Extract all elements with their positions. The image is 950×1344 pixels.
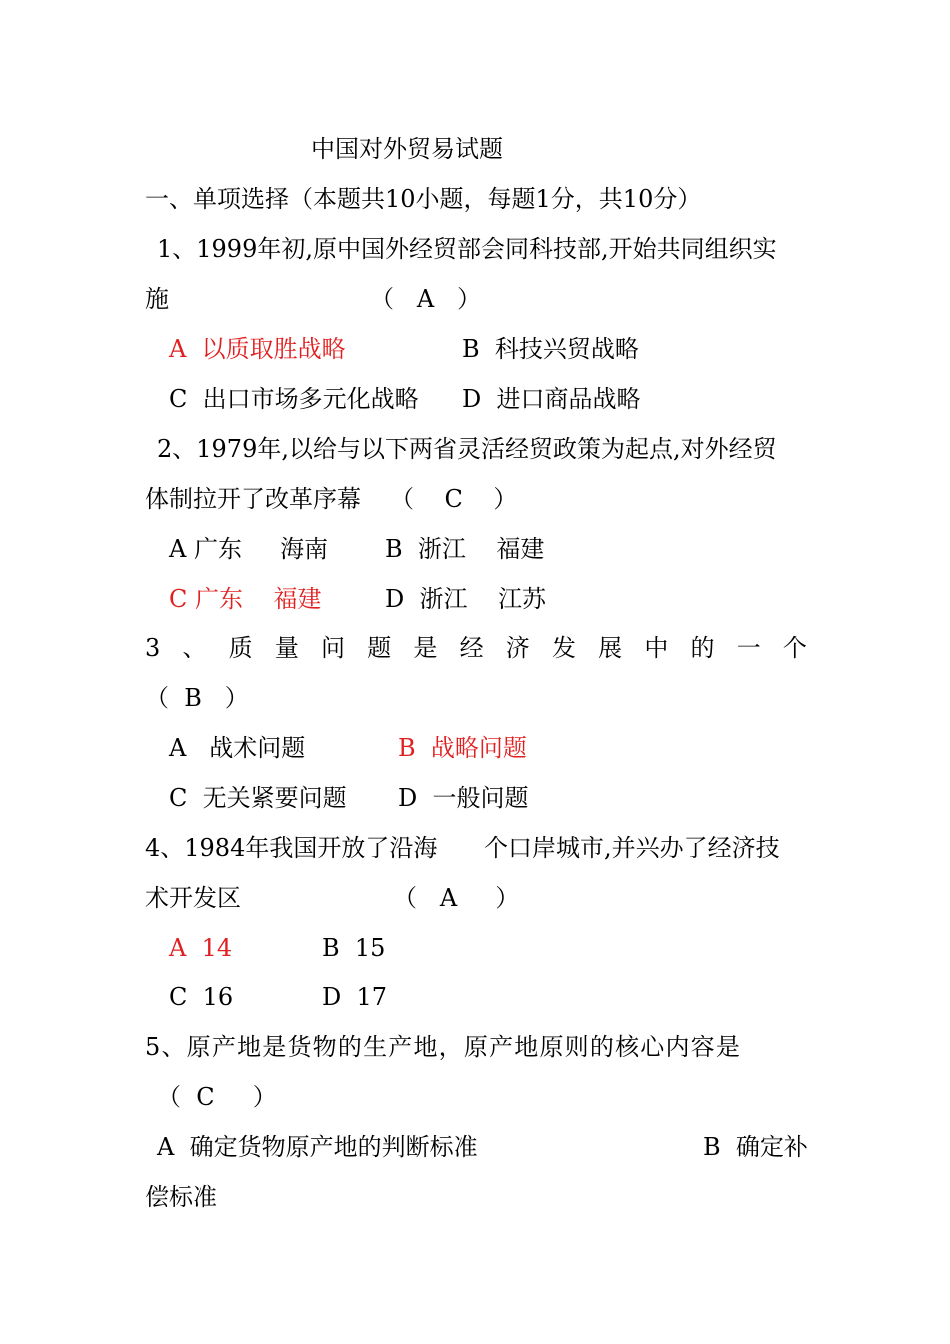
question-4-line-2: 术开发区 bbox=[145, 884, 241, 912]
question-1-option-b: B 科技兴贸战略 bbox=[462, 335, 639, 363]
question-3-answer: （ B ） bbox=[145, 684, 249, 712]
question-5-option-b: B 确定补 bbox=[703, 1133, 808, 1161]
question-5-answer: （ C ） bbox=[157, 1083, 277, 1111]
question-1-line-2: 施 bbox=[145, 285, 169, 313]
question-5-option-a: A 确定货物原产地的判断标准 bbox=[157, 1133, 478, 1161]
question-4-line-1a: 4、1984年我国开放了沿海 bbox=[145, 834, 438, 862]
question-3-char: 中 bbox=[644, 634, 669, 662]
section-heading: 一、单项选择（本题共10小题，每题1分，共10分） bbox=[145, 185, 702, 213]
question-3-char: 质 bbox=[228, 634, 253, 662]
question-5-line-1: 5、原产地是货物的生产地，原产地原则的核心内容是 bbox=[145, 1033, 742, 1061]
question-4-option-a: A 14 bbox=[169, 934, 233, 962]
question-2-option-a: A 广东 海南 bbox=[169, 535, 329, 563]
question-2-option-d: D 浙江 江苏 bbox=[385, 585, 547, 613]
question-2-option-b: B 浙江 福建 bbox=[385, 535, 545, 563]
question-3-char: 一 bbox=[736, 634, 761, 662]
question-3-char: 是 bbox=[413, 634, 438, 662]
question-3-option-d: D 一般问题 bbox=[398, 784, 529, 812]
question-3-char: 济 bbox=[505, 634, 530, 662]
question-4-option-c: C 16 bbox=[169, 983, 234, 1011]
question-3-char: 展 bbox=[598, 634, 623, 662]
question-2-line-1: 2、1979年,以给与以下两省灵活经贸政策为起点,对外经贸 bbox=[157, 435, 777, 463]
question-2-line-2: 体制拉开了改革序幕 bbox=[145, 485, 361, 513]
question-3-char: 经 bbox=[459, 634, 484, 662]
question-3-char: 个 bbox=[782, 634, 807, 662]
question-4-answer: （ A ） bbox=[393, 884, 520, 912]
question-3-char: 量 bbox=[274, 634, 299, 662]
question-1-line-1: 1、1999年初,原中国外经贸部会同科技部,开始共同组织实 bbox=[157, 235, 777, 263]
question-2-answer: （ C ） bbox=[390, 485, 518, 513]
question-1-option-a: A 以质取胜战略 bbox=[169, 335, 346, 363]
question-5-option-b-continued: 偿标准 bbox=[145, 1183, 217, 1211]
question-3-char: 3 bbox=[145, 634, 161, 662]
question-3-option-c: C 无关紧要问题 bbox=[169, 784, 347, 812]
question-3-char: 问 bbox=[321, 634, 346, 662]
question-2-option-c: C 广东 福建 bbox=[169, 585, 322, 613]
question-4-option-d: D 17 bbox=[322, 983, 388, 1011]
question-3-option-a: A 战术问题 bbox=[169, 734, 306, 762]
page-title: 中国对外贸易试题 bbox=[311, 135, 503, 163]
question-3-char: 、 bbox=[182, 634, 207, 662]
question-4-option-b: B 15 bbox=[322, 934, 386, 962]
question-1-option-d: D 进口商品战略 bbox=[462, 385, 641, 413]
question-4-line-1b: 个口岸城市,并兴办了经济技 bbox=[484, 834, 780, 862]
question-1-option-c: C 出口市场多元化战略 bbox=[169, 385, 419, 413]
question-3-char: 发 bbox=[551, 634, 576, 662]
question-1-answer: （ A ） bbox=[370, 285, 482, 313]
question-3-option-b: B 战略问题 bbox=[398, 734, 527, 762]
question-3-char: 题 bbox=[367, 634, 392, 662]
question-3-line-1 bbox=[145, 632, 807, 664]
question-3-char: 的 bbox=[690, 634, 715, 662]
